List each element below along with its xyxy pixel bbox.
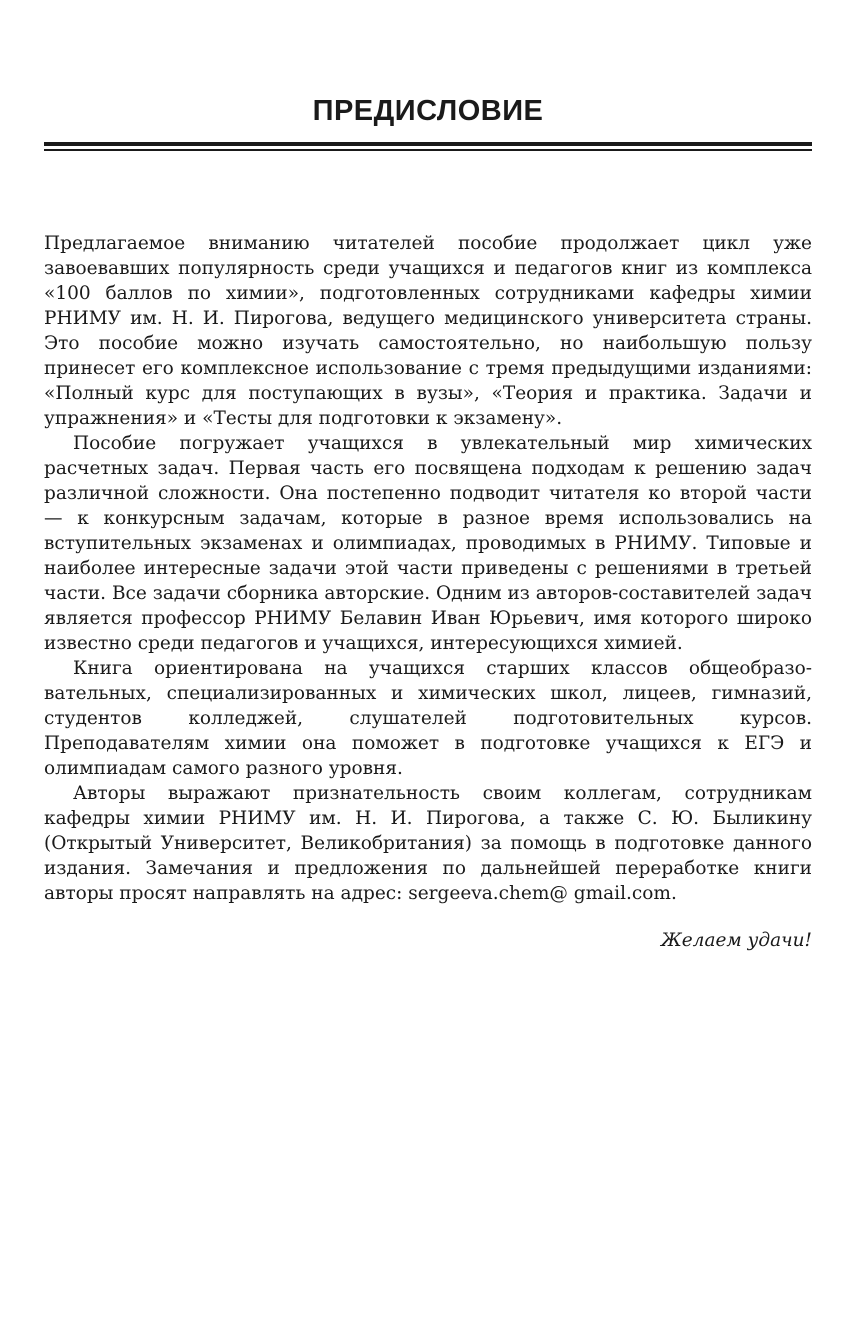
paragraph-2: Пособие погружает учащихся в увлекательный мир химических расчетных задач. Первая часть его посвящена подходам к решению задач различной сложности. Она постепенно подводит читателя ко второй части — к конкурсным задачам, которые в разное время использовались на вступительных экзаменах и олимпиадах, проводимых в РНИМУ. Типовые и наиболее интересные задачи этой части приведены с решениями в третьей части. Все задачи сборника авторские. Одним из авторов-составителей задач является профессор РНИМУ Белавин Иван Юрьевич, имя которого широко известно среди педагогов и учащихся, интересующихся химией. (44, 432, 812, 654)
paragraph-1: Предлагаемое вниманию читателей пособие продолжает цикл уже завоевавших популярность среди учащихся и педагогов книг из комплекса «100 баллов по химии», подготовленных сотрудниками кафедры химии РНИМУ им. Н. И. Пирогова, ведущего медицинского университета страны. Это пособие можно изучать самостоятельно, но наибольшую пользу принесет его комплексное использование с тремя предыдущими изданиями: «Полный курс для поступающих в вузы», «Теория и практика. Задачи и упражнения» и «Тесты для подготовки к экзамену». (44, 232, 812, 429)
paragraph-3: Книга ориентирована на учащихся старших классов общеобразовательных, специализированных и химических школ, лицеев, гимназий, студентов колледжей, слушателей подготовительных курсов. Преподавателям химии она поможет в подготовке учащихся к ЕГЭ и олимпиадам самого разного уровня. (44, 657, 812, 779)
page (44, 0, 812, 953)
page-title: ПРЕДИСЛОВИЕ (312, 95, 544, 127)
signoff: Желаем удачи! (660, 929, 812, 951)
title-rule-thin (44, 149, 812, 151)
paragraph-4: Авторы выражают признательность своим коллегам, сотрудникам кафедры химии РНИМУ им. Н. И. Пирогова, а также С. Ю. Быликину (Открытый Университет, Великобритания) за помощь в подготовке данного издания. Замечания и предложения по дальнейшей переработке книги авторы просят направлять на адрес: sergeeva.chem@ gmail.com. (44, 782, 812, 904)
preface-body (44, 231, 812, 906)
title-rule-thick (44, 142, 812, 146)
